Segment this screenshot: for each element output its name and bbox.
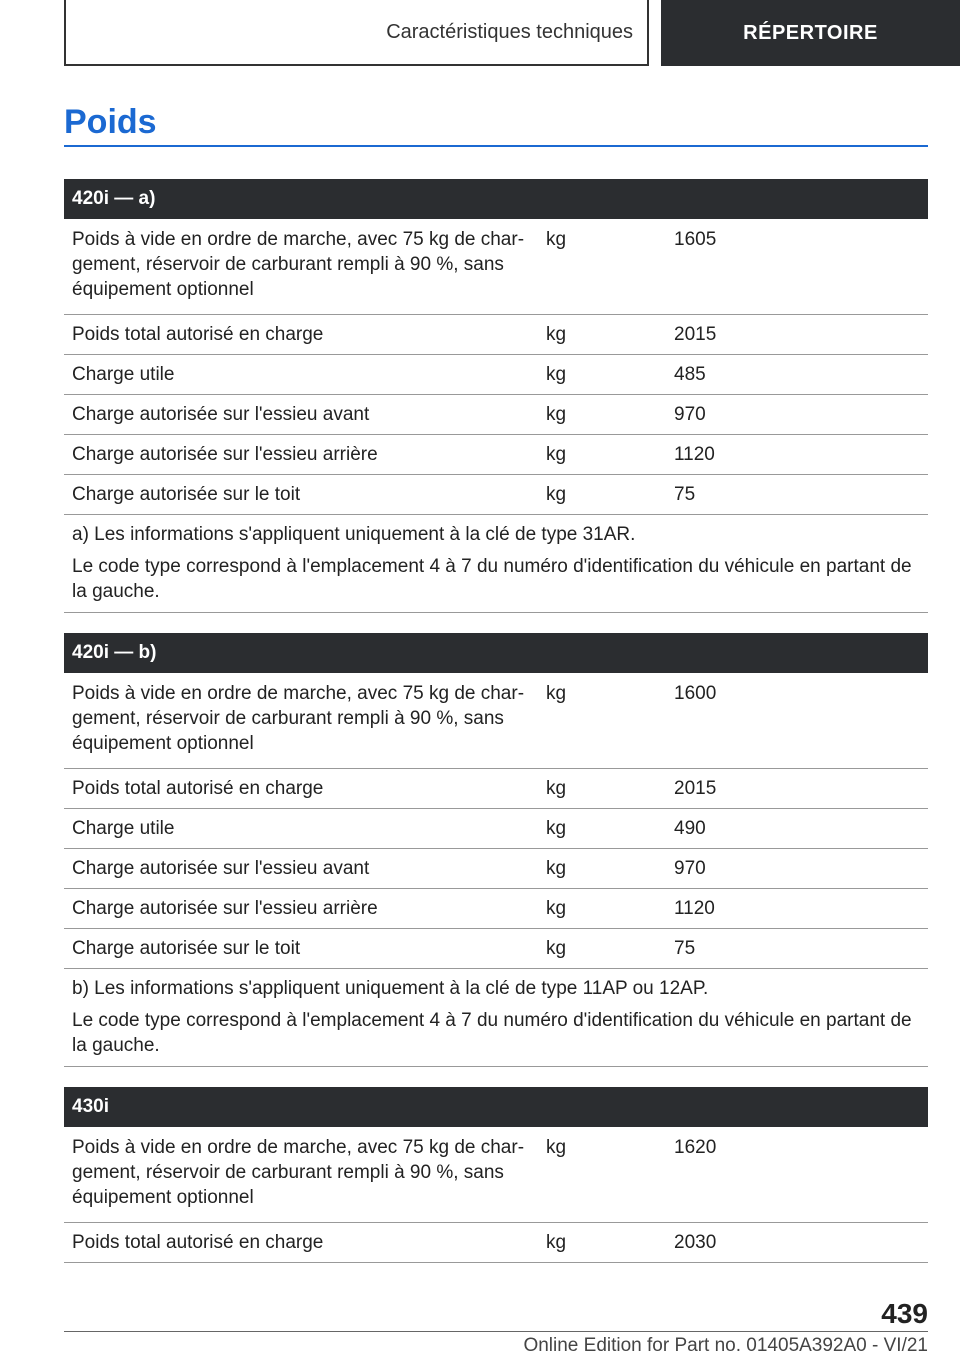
table-row	[64, 673, 928, 769]
table-row	[64, 315, 928, 355]
table-row	[64, 769, 928, 809]
table-row	[64, 929, 928, 969]
table-heading: 430i	[64, 1087, 928, 1127]
spec-table-430i	[64, 1087, 928, 1263]
row-unit: kg	[546, 898, 567, 919]
row-unit: kg	[546, 324, 567, 345]
row-label: Charge autorisée sur l'essieu arrière	[72, 898, 378, 919]
row-value: 1120	[674, 898, 715, 919]
index-tab-label: RÉPERTOIRE	[743, 21, 878, 44]
row-unit: kg	[546, 364, 567, 385]
row-label: Charge utile	[72, 818, 175, 839]
table-row	[64, 475, 928, 515]
row-unit: kg	[546, 778, 567, 799]
row-value: 1600	[674, 683, 717, 704]
table-row	[64, 395, 928, 435]
row-label: Charge autorisée sur l'essieu avant	[72, 404, 370, 425]
row-unit: kg	[546, 1232, 567, 1253]
row-unit: kg	[546, 444, 567, 465]
table-row	[64, 219, 928, 315]
footnote: Le code type correspond à l'emplacement 4 à 7 du numéro d'identification du véhicule en partant de la gauche.	[72, 556, 912, 602]
row-label: Poids à vide en ordre de marche, avec 75 kg de char-gement, réservoir de carburant rempli à 90 %, sans équipement optionnel	[72, 229, 525, 300]
table-row	[64, 849, 928, 889]
row-value: 1605	[674, 229, 717, 250]
row-label: Charge autorisée sur le toit	[72, 938, 301, 959]
table-row	[64, 355, 928, 395]
row-unit: kg	[546, 683, 567, 704]
row-label: Charge autorisée sur le toit	[72, 484, 301, 505]
row-value: 970	[674, 858, 706, 879]
table-footnotes	[64, 969, 928, 1067]
table-row	[64, 1223, 928, 1263]
table-footnotes	[64, 515, 928, 613]
title-divider	[64, 145, 928, 147]
index-tab[interactable]	[661, 0, 960, 66]
table-row	[64, 435, 928, 475]
row-value: 490	[674, 818, 706, 839]
footnote: b) Les informations s'appliquent uniquement à la clé de type 11AP ou 12AP.	[72, 978, 709, 999]
row-unit: kg	[546, 938, 567, 959]
page-header	[64, 0, 960, 66]
row-unit: kg	[546, 229, 567, 250]
row-label: Poids total autorisé en charge	[72, 324, 324, 345]
table-heading: 420i — b)	[64, 633, 928, 673]
row-value: 2015	[674, 778, 717, 799]
row-value: 75	[674, 938, 696, 959]
page-number: 439	[881, 1298, 928, 1329]
row-value: 1620	[674, 1137, 717, 1158]
spec-table-420i-a	[64, 179, 928, 613]
row-value: 2015	[674, 324, 717, 345]
row-label: Charge autorisée sur l'essieu avant	[72, 858, 370, 879]
row-unit: kg	[546, 858, 567, 879]
footnote: Le code type correspond à l'emplacement 4 à 7 du numéro d'identification du véhicule en partant de la gauche.	[72, 1010, 912, 1056]
row-value: 2030	[674, 1232, 717, 1253]
footer-divider	[64, 1331, 928, 1332]
page-title: Poids	[64, 103, 157, 141]
table-heading: 420i — a)	[64, 179, 928, 219]
row-label: Poids à vide en ordre de marche, avec 75 kg de char-gement, réservoir de carburant rempli à 90 %, sans équipement optionnel	[72, 1137, 525, 1208]
row-value: 485	[674, 364, 706, 385]
row-value: 1120	[674, 444, 715, 465]
row-label: Charge autorisée sur l'essieu arrière	[72, 444, 378, 465]
footnote: a) Les informations s'appliquent uniquement à la clé de type 31AR.	[72, 524, 636, 545]
table-row	[64, 1127, 928, 1223]
row-label: Poids total autorisé en charge	[72, 1232, 324, 1253]
table-row	[64, 889, 928, 929]
row-value: 75	[674, 484, 696, 505]
row-unit: kg	[546, 818, 567, 839]
edition-footer: Online Edition for Part no. 01405A392A0 - VI/21	[523, 1335, 928, 1356]
table-row	[64, 809, 928, 849]
row-label: Charge utile	[72, 364, 175, 385]
row-value: 970	[674, 404, 706, 425]
row-unit: kg	[546, 484, 567, 505]
chapter-tab[interactable]	[64, 0, 649, 66]
row-label: Poids total autorisé en charge	[72, 778, 324, 799]
row-label: Poids à vide en ordre de marche, avec 75 kg de char-gement, réservoir de carburant rempli à 90 %, sans équipement optionnel	[72, 683, 525, 754]
row-unit: kg	[546, 1137, 567, 1158]
row-unit: kg	[546, 404, 567, 425]
chapter-tab-label: Caractéristiques techniques	[386, 20, 633, 43]
spec-table-420i-b	[64, 633, 928, 1067]
